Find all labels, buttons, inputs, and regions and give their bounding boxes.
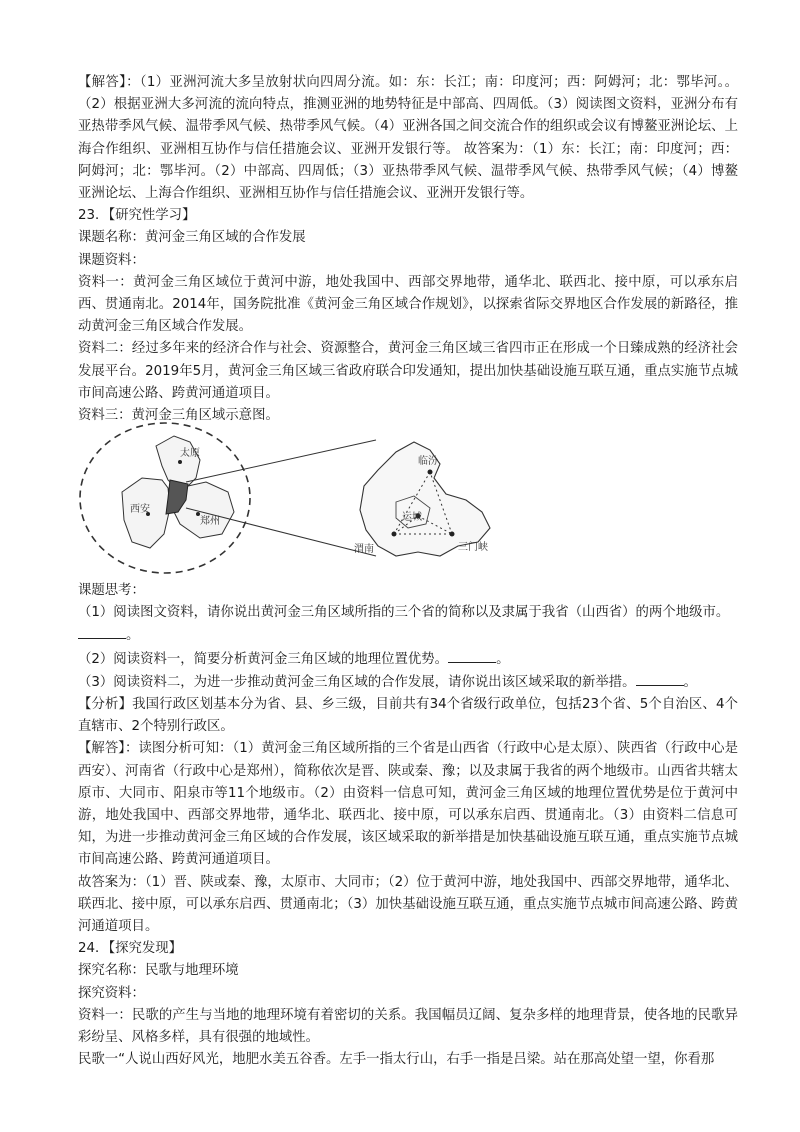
label-yuncheng: 运城 xyxy=(402,512,422,523)
q23-question-2 xyxy=(78,648,738,671)
q23-heading: 23．【研究性学习】 xyxy=(78,208,196,224)
yellow-river-golden-triangle-map xyxy=(78,416,518,576)
sanmenxia-dot xyxy=(450,532,455,537)
q23-question-2-text: （2）阅读资料一，简要分析黄河金三角区域的地理位置优势。 xyxy=(78,651,449,667)
q23-material-1: 资料一：黄河金三角区域位于黄河中游，地处我国中、西部交界地带，通华北、联西北、接中原，可以承东启西、贯通南北。2014年，国务院批准《黄河金三角区域合作规划》，以探索省际交界地区合作发展的新路径，推动黄河金三角区域合作发展。 xyxy=(78,274,738,335)
label-zhengzhou: 郑州 xyxy=(200,516,220,527)
q23-analysis: 【分析】我国行政区划基本分为省、县、乡三级，目前共有34个省级行政单位，包括23个省、5个自治区、4个直辖市、2个特别行政区。 xyxy=(78,697,738,735)
q23-question-1-text: （1）阅读图文资料，请你说出黄河金三角区域所指的三个省的简称以及隶属于我省（山西省）的两个地级市。 xyxy=(78,605,730,621)
label-xian: 西安 xyxy=(130,504,150,515)
answer-blank-2[interactable] xyxy=(448,648,496,663)
q23-material-2: 资料二：经过多年来的经济合作与社会、资源整合，黄河金三角区域三省四市正在形成一个日臻成熟的经济社会发展平台。2019年5月，黄河金三角区域三省政府联合印发通知，提出加快基础设施互联互通，重点实施节点城市间高速公路、跨黄河通道项目。 xyxy=(78,341,738,401)
q24-song-1: 民歌一“人说山西好风光，地肥水美五谷香。左手一指太行山，右手一指是吕梁。站在那高处望一望，你看那 xyxy=(78,1052,715,1068)
q24-topic: 探究名称：民歌与地理环境 xyxy=(78,963,239,979)
weinan-dot xyxy=(392,532,397,537)
q23-think-label: 课题思考： xyxy=(78,583,145,598)
q23-final-answer: 故答案为：（1）晋、陕或秦、豫，太原市、大同市；（2）位于黄河中游，地处我国中、西部交界地带，通华北、联西北、接中原，可以承东启西、贯通南北；（3）加快基础设施互联互通，重点实施节点城市间高速公路、跨黄河通道项目。 xyxy=(78,874,738,935)
q23-material-label: 课题资料： xyxy=(78,252,145,268)
connector-top xyxy=(186,440,376,482)
answer-blank-3[interactable] xyxy=(636,671,684,686)
q24-heading: 24．【探究发现】 xyxy=(78,941,183,957)
label-sanmenxia: 三门峡 xyxy=(458,542,488,553)
answer-blank-1[interactable] xyxy=(78,624,126,639)
q23-question-3 xyxy=(78,671,738,694)
q22-answer: 【解答】：（1）亚洲河流大多呈放射状向四周分流。如：东：长江；南：印度河；西：阿姆河；北：鄂毕河。。（2）根据亚洲大多河流的流向特点，推测亚洲的地势特征是中部高、四周低。（3）阅读图文资料，亚洲分布有 亚热带季风气候、温带季风气候、热带季风气候。（4）亚洲各国之间交流合作的组织或会议有博鳌亚洲论坛、上海合作组织、亚洲相互协作与信任措施会议、亚洲开发银行等。 故答案为：（1）东：长江；南：印度河；西：阿姆河；北：鄂毕河。（2）中部高、四周低；（3）亚热带季风气候、温带季风气候、热带季风气候；（4）博鳌亚洲论坛、上海合作组织、亚洲相互协作与信任措施会议、亚洲开发银行等。 xyxy=(78,75,738,202)
q23-answer: 【解答】：读图分析可知：（1）黄河金三角区域所指的三个省是山西省（行政中心是太原）、陕西省（行政中心是西安）、河南省（行政中心是郑州），简称依次是晋、陕或秦、豫；以及隶属于我省的两个地级市。山西省共辖太原市、大同市、阳泉市等11个地级市。（2）由资料一信息可知，黄河金三角区域的地理位置优势是位于黄河中游，地处我国中、西部交界地带，通华北、联西北、接中原，可以承东启西、贯通南北。（3）由资料二信息可知，为进一步推动黄河金三角区域的合作发展，该区域采取的新举措是加快基础设施互联互通，重点实施节点城市间高速公路、跨黄河通道项目。 xyxy=(78,741,738,868)
q23-topic: 课题名称：黄河金三角区域的合作发展 xyxy=(78,230,306,246)
q23-question-1-period: 。 xyxy=(126,628,140,644)
label-taiyuan: 太原 xyxy=(180,448,200,459)
q23-question-2-period: 。 xyxy=(496,651,510,667)
q23-question-3-period: 。 xyxy=(683,674,697,690)
q23-question-3-text: （3）阅读资料二，为进一步推动黄河金三角区域的合作发展，请你说出该区域采取的新举措。 xyxy=(78,674,636,690)
label-weinan: 渭南 xyxy=(354,544,374,555)
q23-material-3: 资料三：黄河金三角区域示意图。 xyxy=(78,408,279,424)
map-svg xyxy=(78,416,518,576)
lower-text-block xyxy=(78,580,738,1071)
upper-text-block xyxy=(78,72,738,427)
taiyuan-dot xyxy=(178,460,182,464)
q24-material-1: 资料一：民歌的产生与当地的地理环境有着密切的关系。我国幅员辽阔、复杂多样的地理背景，使各地的民歌异彩纷呈、风格多样，具有很强的地域性。 xyxy=(78,1007,738,1046)
q24-material-label: 探究资料： xyxy=(78,985,145,1001)
label-linfen: 临汾 xyxy=(418,456,438,467)
q23-question-1 xyxy=(78,602,738,647)
linfen-dot xyxy=(428,470,433,475)
